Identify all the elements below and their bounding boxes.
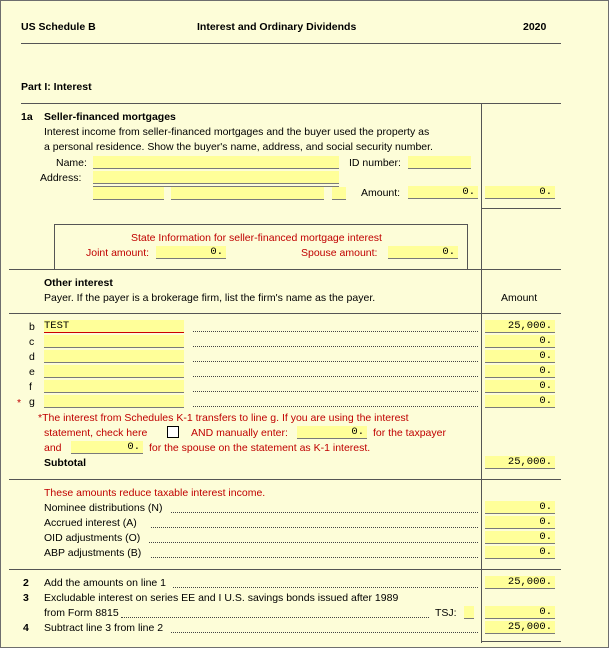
mortgage-amount-field[interactable]: 0.: [408, 186, 478, 199]
k1-asterisk: *: [17, 397, 22, 409]
line-1a-number: 1a: [21, 111, 33, 123]
line-1a-total[interactable]: 0.: [485, 186, 555, 199]
state-field[interactable]: [171, 187, 324, 200]
line-1a-desc: a personal residence. Show the buyer's name, address, and social security number.: [44, 141, 433, 153]
divider: [481, 208, 561, 209]
reductions-note: These amounts reduce taxable interest income.: [44, 487, 266, 499]
reduction-label: Nominee distributions (N): [44, 502, 163, 514]
line-2-number: 2: [23, 577, 29, 589]
spouse-label: for the spouse on the statement as K-1 interest.: [149, 442, 371, 454]
amount-label: Amount:: [361, 187, 401, 199]
line-3-amount[interactable]: 0.: [485, 606, 555, 619]
zip-field[interactable]: [332, 187, 346, 200]
leader-dots: [173, 587, 478, 588]
leader-dots: [193, 361, 478, 362]
divider: [9, 313, 561, 314]
taxpayer-label: for the taxpayer: [373, 427, 446, 439]
leader-dots: [193, 376, 478, 377]
line-4-total[interactable]: 25,000.: [485, 621, 555, 634]
joint-amount-label: Joint amount:: [86, 247, 150, 259]
tsj-label: TSJ:: [435, 607, 457, 619]
leader-dots: [193, 346, 478, 347]
interest-amount-field[interactable]: 0.: [485, 380, 555, 393]
reduction-label: ABP adjustments (B): [44, 547, 142, 559]
payer-field[interactable]: [44, 395, 184, 408]
spouse-amount-label: Spouse amount:: [301, 247, 378, 259]
leader-dots: [193, 391, 478, 392]
leader-dots: [151, 557, 478, 558]
amount-column-header: Amount: [501, 292, 538, 304]
taxpayer-k1-amount-field[interactable]: 0.: [297, 426, 367, 439]
line-letter: g: [29, 396, 35, 408]
divider: [21, 43, 561, 44]
reduction-label: Accrued interest (A): [44, 517, 137, 529]
line-letter: c: [29, 336, 35, 348]
line-letter: f: [29, 381, 32, 393]
state-info-title: State Information for seller-financed mortgage interest: [131, 232, 382, 244]
spouse-amount-field[interactable]: 0.: [388, 246, 458, 259]
divider: [481, 641, 561, 642]
buyer-name-field[interactable]: [93, 156, 339, 169]
name-label: Name:: [56, 157, 87, 169]
joint-amount-field[interactable]: 0.: [156, 246, 226, 259]
divider: [9, 269, 561, 270]
tax-year: 2020: [523, 21, 547, 33]
payer-field[interactable]: [44, 380, 184, 393]
reduction-label: OID adjustments (O): [44, 532, 141, 544]
line-letter: b: [29, 321, 35, 333]
interest-amount-field[interactable]: 0.: [485, 365, 555, 378]
tsj-field[interactable]: [464, 606, 474, 619]
line-1a-title: Seller-financed mortgages: [44, 111, 176, 123]
interest-statement-checkbox[interactable]: [167, 426, 179, 438]
and-label: and: [44, 442, 62, 454]
manual-enter-label: AND manually enter:: [191, 427, 288, 439]
line-3-number: 3: [23, 592, 29, 604]
line-3-label: from Form 8815: [44, 607, 119, 619]
part1-title: Part I: Interest: [21, 81, 92, 93]
payer-field[interactable]: [44, 365, 184, 378]
leader-dots: [151, 527, 478, 528]
k1-note-check-label: statement, check here: [44, 427, 148, 439]
interest-amount-field[interactable]: 0.: [485, 350, 555, 363]
line-2-total[interactable]: 25,000.: [485, 576, 555, 589]
spouse-k1-amount-field[interactable]: 0.: [71, 441, 143, 454]
form-title: Interest and Ordinary Dividends: [197, 21, 357, 33]
buyer-id-field[interactable]: [408, 156, 471, 169]
divider: [9, 479, 561, 480]
line-4-number: 4: [23, 622, 29, 634]
leader-dots: [149, 542, 478, 543]
leader-dots: [193, 406, 478, 407]
abp-field[interactable]: 0.: [485, 546, 555, 559]
divider: [9, 569, 561, 570]
interest-amount-field[interactable]: 0.: [485, 335, 555, 348]
payer-field[interactable]: TEST: [44, 320, 184, 333]
line-letter: e: [29, 366, 35, 378]
form-name: US Schedule B: [21, 21, 96, 33]
payer-field[interactable]: [44, 350, 184, 363]
nominee-field[interactable]: 0.: [485, 501, 555, 514]
amount-column-divider: [481, 103, 482, 643]
line-2-label: Add the amounts on line 1: [44, 577, 167, 589]
address-line1-field[interactable]: [93, 171, 339, 184]
leader-dots: [121, 617, 429, 618]
interest-amount-field[interactable]: 25,000.: [485, 320, 555, 333]
payer-field[interactable]: [44, 335, 184, 348]
subtotal-label: Subtotal: [44, 457, 86, 469]
city-field[interactable]: [93, 187, 164, 200]
other-interest-desc: Payer. If the payer is a brokerage firm, list the firm's name as the payer.: [44, 292, 376, 304]
subtotal-field[interactable]: 25,000.: [485, 456, 555, 469]
line-4-label: Subtract line 3 from line 2: [44, 622, 164, 634]
line-3-label: Excludable interest on series EE and I U.S. savings bonds issued after 1989: [44, 592, 399, 604]
line-letter: d: [29, 351, 35, 363]
id-number-label: ID number:: [349, 157, 401, 169]
leader-dots: [171, 512, 478, 513]
oid-field[interactable]: 0.: [485, 531, 555, 544]
leader-dots: [193, 331, 478, 332]
leader-dots: [171, 632, 478, 633]
interest-amount-field[interactable]: 0.: [485, 395, 555, 408]
accrued-interest-field[interactable]: 0.: [485, 516, 555, 529]
address-label: Address:: [40, 172, 82, 184]
line-1a-desc: Interest income from seller-financed mortgages and the buyer used the property as: [44, 126, 430, 138]
divider: [21, 103, 561, 104]
k1-note: *The interest from Schedules K-1 transfers to line g. If you are using the interest: [38, 412, 409, 424]
other-interest-title: Other interest: [44, 277, 113, 289]
